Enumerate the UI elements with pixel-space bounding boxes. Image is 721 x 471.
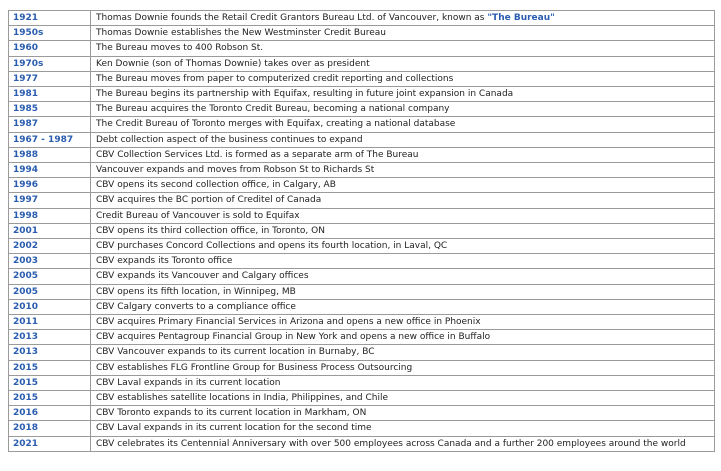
- timeline-row: [9, 117, 715, 132]
- timeline-body: [9, 11, 715, 452]
- timeline-event: [91, 345, 715, 360]
- timeline-row: [9, 208, 715, 223]
- timeline-year: 1996: [9, 178, 91, 193]
- timeline-year: 1950s: [9, 26, 91, 41]
- timeline-event-text: CBV Vancouver expands to its current location in Burnaby, BC: [96, 347, 375, 358]
- timeline-row: [9, 436, 715, 451]
- timeline-event-text: CBV opens its third collection office, in Toronto, ON: [96, 225, 325, 236]
- timeline-event: [91, 193, 715, 208]
- timeline-event: [91, 56, 715, 71]
- timeline-year: 2013: [9, 330, 91, 345]
- timeline-year: 2002: [9, 239, 91, 254]
- timeline-row: [9, 239, 715, 254]
- timeline-year: 2003: [9, 254, 91, 269]
- timeline-row: [9, 193, 715, 208]
- timeline-event: [91, 163, 715, 178]
- timeline-year: 2015: [9, 375, 91, 390]
- timeline-year: 2005: [9, 269, 91, 284]
- timeline-event: [91, 269, 715, 284]
- timeline-event-text: CBV establishes FLG Frontline Group for Business Process Outsourcing: [96, 362, 413, 373]
- timeline-event-text: CBV celebrates its Centennial Anniversary with over 500 employees across Canada and a further 200 employees around the world: [96, 438, 686, 449]
- timeline-row: [9, 223, 715, 238]
- timeline-row: [9, 421, 715, 436]
- timeline-year: 1997: [9, 193, 91, 208]
- timeline-row: [9, 345, 715, 360]
- timeline-event-text: CBV Toronto expands to its current location in Markham, ON: [96, 408, 367, 419]
- timeline-event: [91, 375, 715, 390]
- timeline-year: 1981: [9, 87, 91, 102]
- timeline-event-text: The Credit Bureau of Toronto merges with Equifax, creating a national database: [96, 119, 456, 130]
- timeline-row: [9, 102, 715, 117]
- timeline-row: [9, 132, 715, 147]
- timeline-event: [91, 87, 715, 102]
- timeline-event-text: CBV Laval expands in its current location: [96, 377, 281, 388]
- timeline-year: 1977: [9, 71, 91, 86]
- timeline-year: 1921: [9, 11, 91, 26]
- timeline-row: [9, 284, 715, 299]
- timeline-event: [91, 284, 715, 299]
- timeline-event-text: Thomas Downie founds the Retail Credit Grantors Bureau Ltd. of Vancouver, known as: [96, 13, 488, 23]
- timeline-row: [9, 56, 715, 71]
- timeline-event: [91, 299, 715, 314]
- timeline-event: [91, 436, 715, 451]
- timeline-event-text: CBV acquires the BC portion of Creditel of Canada: [96, 195, 322, 206]
- timeline-year: 2015: [9, 391, 91, 406]
- timeline-event: [91, 330, 715, 345]
- timeline-event-text: The Bureau begins its partnership with Equifax, resulting in future joint expansion in Canada: [96, 89, 514, 100]
- timeline-year: 2016: [9, 406, 91, 421]
- timeline-event: [91, 26, 715, 41]
- timeline-year: 2011: [9, 315, 91, 330]
- timeline-row: [9, 254, 715, 269]
- timeline-event-text: The Bureau acquires the Toronto Credit Bureau, becoming a national company: [96, 104, 450, 115]
- timeline-event-text: CBV acquires Pentagroup Financial Group in New York and opens a new office in Buffalo: [96, 332, 491, 343]
- timeline-row: [9, 315, 715, 330]
- timeline-event-text: The Bureau moves from paper to computerized credit reporting and collections: [96, 73, 454, 84]
- timeline-year: 1985: [9, 102, 91, 117]
- timeline-event: [91, 178, 715, 193]
- timeline-row: [9, 71, 715, 86]
- timeline-row: [9, 11, 715, 26]
- timeline-event: [91, 239, 715, 254]
- timeline-event: [91, 147, 715, 162]
- timeline-year: 1994: [9, 163, 91, 178]
- timeline-event-text: Vancouver expands and moves from Robson St to Richards St: [96, 165, 375, 176]
- timeline-row: [9, 147, 715, 162]
- timeline-event: [91, 117, 715, 132]
- timeline-year: 1967 - 1987: [9, 132, 91, 147]
- timeline-event-text: CBV Laval expands in its current location for the second time: [96, 423, 372, 434]
- timeline-year: 1988: [9, 147, 91, 162]
- timeline-row: [9, 41, 715, 56]
- timeline-row: [9, 406, 715, 421]
- timeline-event: [91, 360, 715, 375]
- timeline-event-text: CBV opens its second collection office, in Calgary, AB: [96, 180, 336, 191]
- timeline-container: [8, 10, 714, 452]
- timeline-event-text: CBV Calgary converts to a compliance office: [96, 301, 296, 312]
- timeline-row: [9, 360, 715, 375]
- timeline-row: [9, 375, 715, 390]
- timeline-year: 2010: [9, 299, 91, 314]
- timeline-year: 1987: [9, 117, 91, 132]
- timeline-event: [91, 102, 715, 117]
- timeline-row: [9, 87, 715, 102]
- timeline-row: [9, 163, 715, 178]
- timeline-year: 2001: [9, 223, 91, 238]
- timeline-event-text: Thomas Downie establishes the New Westminster Credit Bureau: [96, 28, 387, 39]
- timeline-row: [9, 269, 715, 284]
- timeline-event: [91, 406, 715, 421]
- timeline-event-text: CBV expands its Toronto office: [96, 256, 233, 267]
- timeline-year: 2021: [9, 436, 91, 451]
- timeline-year: 1960: [9, 41, 91, 56]
- timeline-row: [9, 26, 715, 41]
- timeline-event-text: CBV purchases Concord Collections and opens its fourth location, in Laval, QC: [96, 241, 448, 252]
- timeline-event: [91, 421, 715, 436]
- timeline-row: [9, 299, 715, 314]
- timeline-event: [91, 254, 715, 269]
- timeline-year: 1970s: [9, 56, 91, 71]
- timeline-year: 2018: [9, 421, 91, 436]
- timeline-event-text: CBV establishes satellite locations in India, Philippines, and Chile: [96, 393, 389, 404]
- timeline-year: 1998: [9, 208, 91, 223]
- timeline-event: [91, 41, 715, 56]
- timeline-event-text: CBV Collection Services Ltd. is formed as a separate arm of The Bureau: [96, 149, 419, 160]
- timeline-event: [91, 223, 715, 238]
- timeline-row: [9, 391, 715, 406]
- timeline-event: [91, 315, 715, 330]
- timeline-event-text: Credit Bureau of Vancouver is sold to Equifax: [96, 210, 300, 221]
- timeline-event: [91, 71, 715, 86]
- timeline-event: [91, 11, 715, 26]
- timeline-event-text: The Bureau moves to 400 Robson St.: [96, 43, 264, 54]
- timeline-event-text: CBV expands its Vancouver and Calgary offices: [96, 271, 309, 282]
- timeline-row: [9, 178, 715, 193]
- timeline-event: [91, 208, 715, 223]
- timeline-row: [9, 330, 715, 345]
- timeline-year: 2005: [9, 284, 91, 299]
- timeline-event: [91, 391, 715, 406]
- timeline-table: [8, 10, 715, 452]
- timeline-event: [91, 132, 715, 147]
- timeline-event-text: Debt collection aspect of the business continues to expand: [96, 134, 363, 145]
- timeline-year: 2013: [9, 345, 91, 360]
- timeline-event-highlight: "The Bureau": [487, 13, 555, 23]
- timeline-event-text: CBV opens its fifth location, in Winnipeg, MB: [96, 286, 296, 297]
- timeline-year: 2015: [9, 360, 91, 375]
- timeline-event-text: CBV acquires Primary Financial Services in Arizona and opens a new office in Phoenix: [96, 317, 481, 328]
- timeline-event-text: Ken Downie (son of Thomas Downie) takes over as president: [96, 58, 370, 69]
